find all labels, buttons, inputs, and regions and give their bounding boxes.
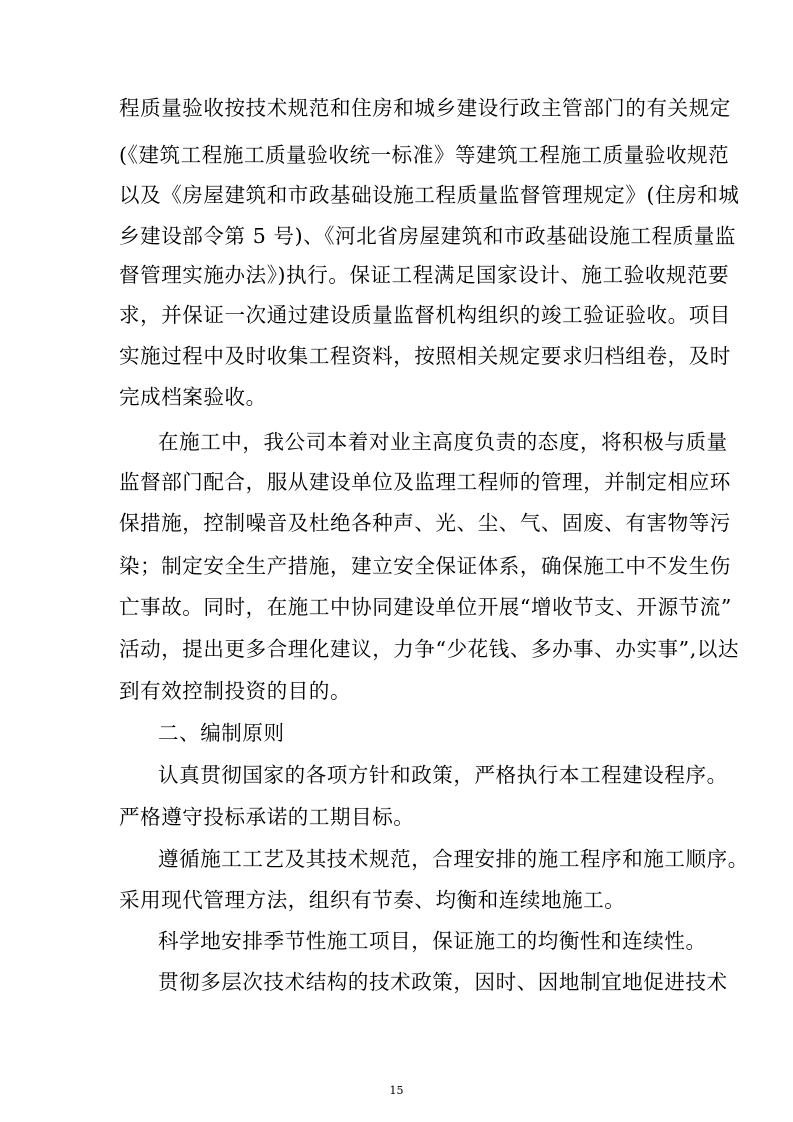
paragraph-line: 严格遵守投标承诺的工期目标。 <box>119 805 415 829</box>
page-number: 15 <box>389 1084 404 1097</box>
paragraph-line: 在施工中，我公司本着对业主高度负责的态度，将积极与质量 <box>158 430 728 454</box>
paragraph-line: 督管理实施办法》)执行。保证工程满足国家设计、施工验收规范要 <box>119 263 730 287</box>
section-heading: 二、编制原则 <box>158 721 285 745</box>
paragraph-line: 染；制定安全生产措施，建立安全保证体系，确保施工中不发生伤 <box>119 554 731 578</box>
paragraph-line: 认真贯彻国家的各项方针和政策，严格执行本工程建设程序。 <box>158 763 728 787</box>
paragraph-line: 科学地安排季节性施工项目，保证施工的均衡性和连续性。 <box>158 929 707 953</box>
paragraph-line: 遵循施工工艺及其技术规范，合理安排的施工程序和施工顺序。 <box>158 847 749 871</box>
paragraph-line: 以及《房屋建筑和市政基础设施工程质量监督管理规定》(住房和城 <box>119 183 740 207</box>
paragraph-line: 保措施，控制噪音及杜绝各种声、光、尘、气、固废、有害物等污 <box>119 511 731 535</box>
paragraph-line: 活动，提出更多合理化建议，力争“少花钱、多办事、办实事”,以达 <box>119 637 740 661</box>
paragraph-line: 实施过程中及时收集工程资料，按照相关规定要求归档组卷，及时 <box>119 344 731 368</box>
paragraph-line: 贯彻多层次技术结构的技术政策，因时、因地制宜地促进技术 <box>158 970 728 994</box>
paragraph-line: 求，并保证一次通过建设质量监督机构组织的竣工验证验收。项目 <box>119 303 731 327</box>
paragraph-line: 采用现代管理方法，组织有节奏、均衡和连续地施工。 <box>119 888 626 912</box>
paragraph-line: 监督部门配合，服从建设单位及监理工程师的管理，并制定相应环 <box>119 470 731 494</box>
paragraph-line: 亡事故。同时，在施工中协同建设单位开展“增收节支、开源节流” <box>119 595 732 619</box>
paragraph-line: 完成档案验收。 <box>119 385 267 409</box>
paragraph-line: 程质量验收按技术规范和住房和城乡建设行政主管部门的有关规定 <box>119 96 731 120</box>
paragraph-line: 到有效控制投资的目的。 <box>119 679 352 703</box>
paragraph-line: (《建筑工程施工质量验收统一标准》等建筑工程施工质量验收规范 <box>119 143 730 167</box>
paragraph-line: 乡建设部令第 5 号)、《河北省房屋建筑和市政基础设施工程质量监 <box>119 224 737 248</box>
